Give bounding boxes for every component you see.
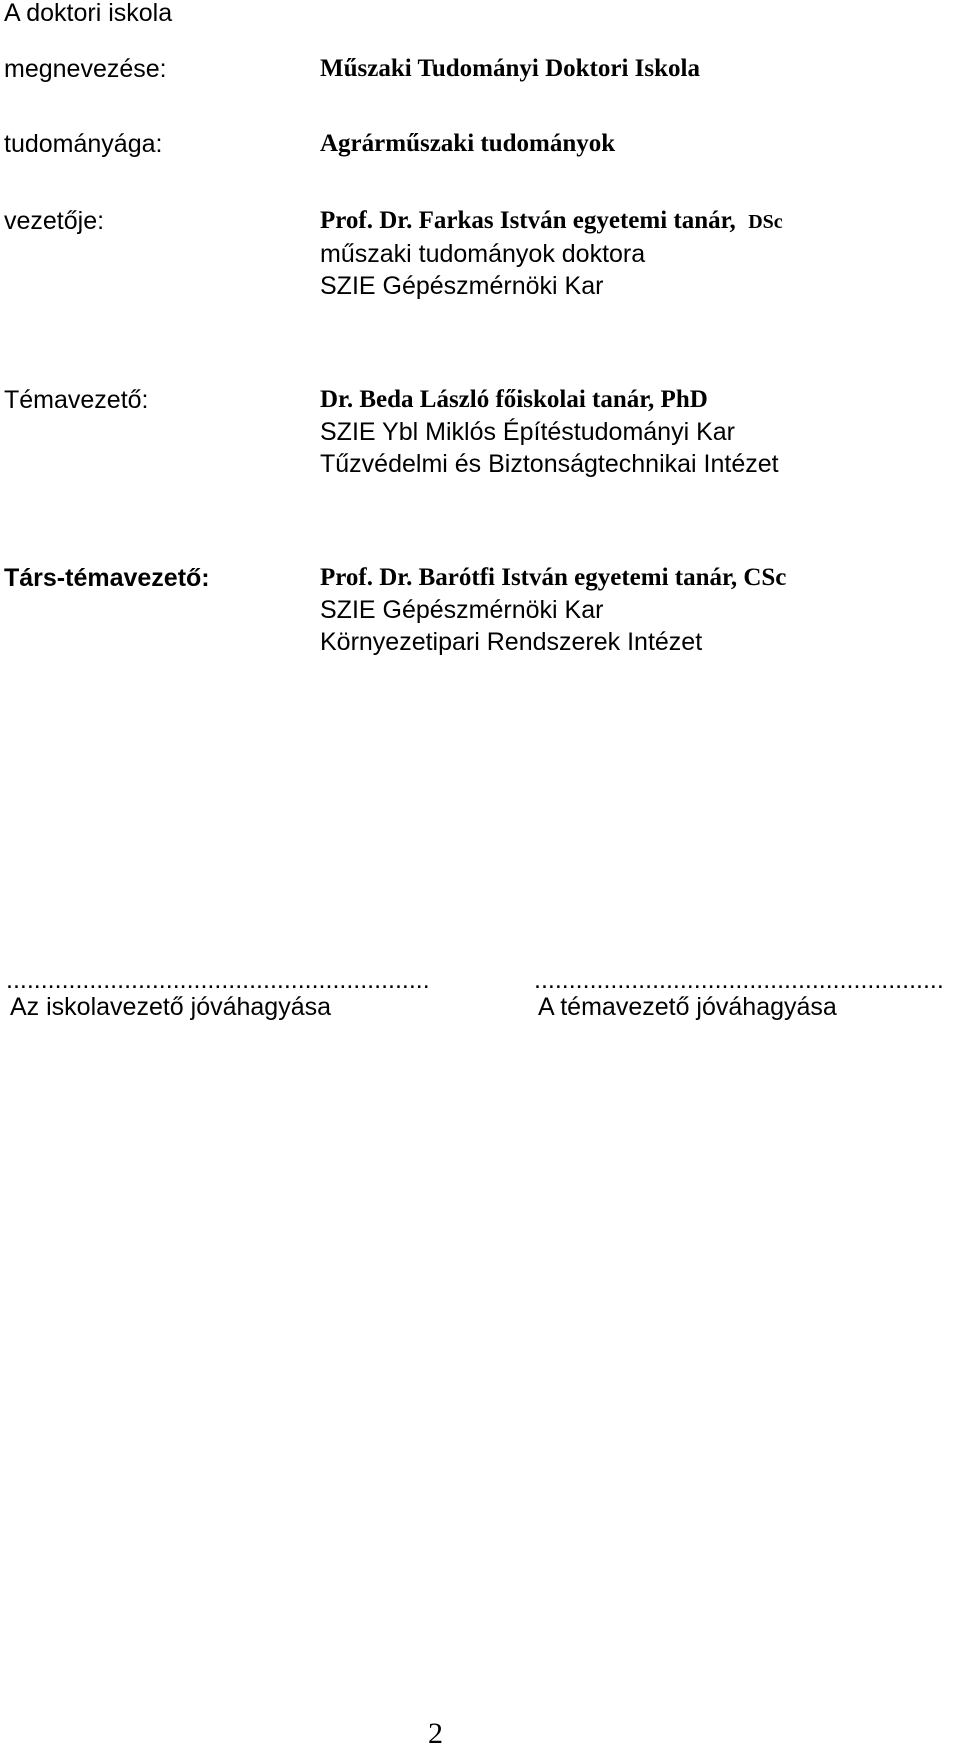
signature-caption-right: A témavezető jóváhagyása: [538, 993, 837, 1021]
signature-caption-left: Az iskolavezető jóváhagyása: [10, 993, 332, 1021]
co-supervisor-value: [320, 562, 786, 658]
school-leader-line3: SZIE Gépészmérnöki Kar: [320, 272, 604, 300]
co-supervisor-label: Társ-témavezető:: [4, 564, 210, 592]
co-supervisor-line2: SZIE Gépészmérnöki Kar: [320, 596, 604, 624]
school-name-label: megnevezése:: [4, 55, 167, 83]
supervisor-line3: Tűzvédelmi és Biztonságtechnikai Intézet: [320, 450, 779, 478]
school-leader-line1: [320, 205, 783, 238]
supervisor-line2: SZIE Ybl Miklós Építéstudományi Kar: [320, 418, 735, 446]
supervisor-line1: Dr. Beda László főiskolai tanár, PhD: [320, 386, 708, 413]
supervisor-label: Témavezető:: [4, 386, 149, 414]
co-supervisor-line3: Környezetipari Rendszerek Intézet: [320, 628, 703, 656]
school-leader-label: vezetője:: [4, 207, 105, 235]
school-field-value: Agrárműszaki tudományok: [320, 130, 616, 157]
school-leader-line2: műszaki tudományok doktora: [320, 240, 646, 268]
school-leader-name: Prof. Dr. Farkas István egyetemi tanár,: [320, 207, 736, 234]
supervisor-signature: [534, 966, 944, 1024]
school-leader-signature: [6, 966, 430, 1024]
section-heading: A doktori iskola: [4, 0, 173, 27]
co-supervisor-line1: Prof. Dr. Barótfi István egyetemi tanár, CSc: [320, 564, 787, 591]
school-leader-degree: DSc: [748, 211, 783, 233]
supervisor-value: [320, 384, 779, 480]
school-leader-value: [320, 205, 783, 302]
signature-line-left: .............................................................: [6, 966, 430, 994]
signature-line-right: ...........................................................: [534, 966, 944, 994]
school-field-label: tudományága:: [4, 130, 163, 158]
school-name-value: Műszaki Tudományi Doktori Iskola: [320, 55, 700, 82]
page-number: 2: [428, 1717, 443, 1750]
